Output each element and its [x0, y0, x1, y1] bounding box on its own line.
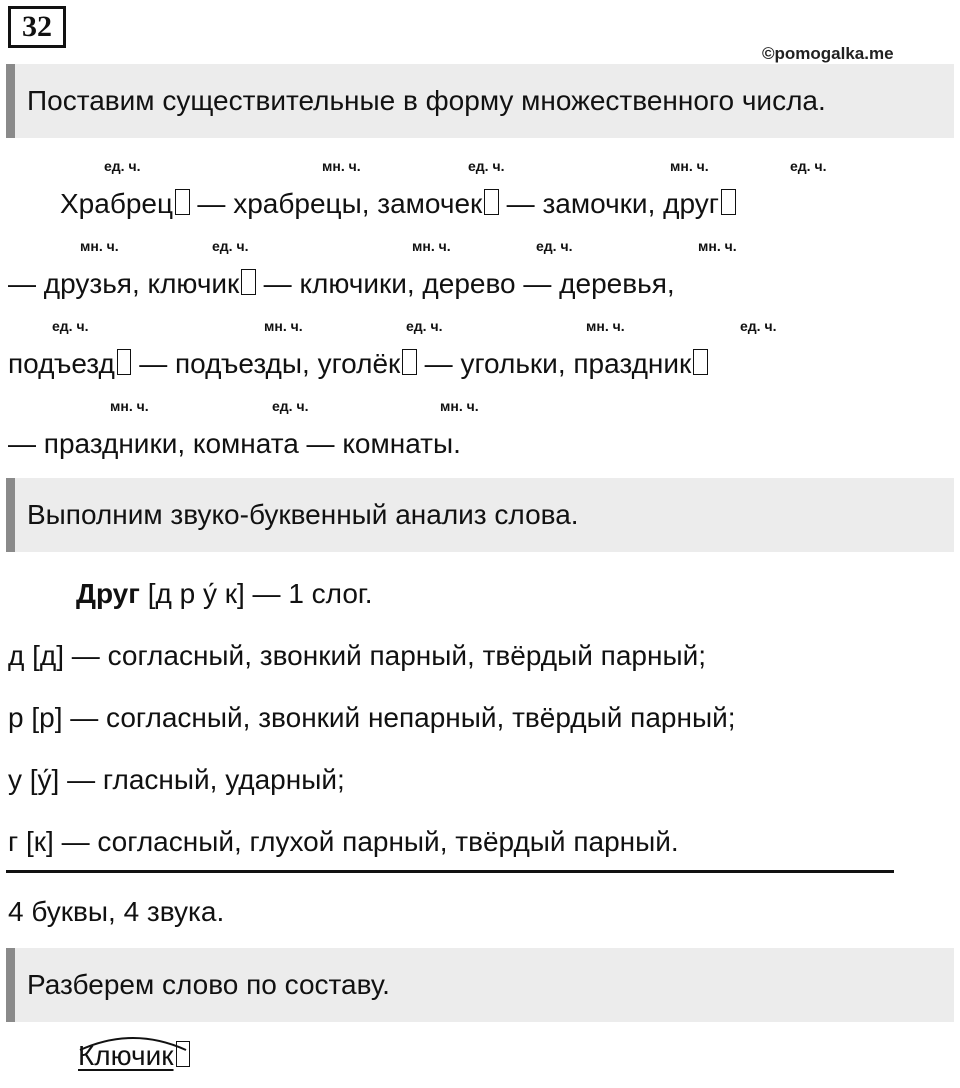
section-header-analysis: [6, 478, 954, 552]
letter-line: у [у́] — гласный, ударный;: [8, 764, 345, 795]
transcription: [д р у́ к] — 1 слог.: [147, 578, 373, 609]
word: Храбрец: [60, 188, 174, 219]
number-label: мн. ч.: [412, 238, 451, 254]
zero-ending-icon: [117, 349, 132, 375]
plural-line-4: — праздники, комната — комнаты.: [8, 428, 461, 459]
word: подъезд: [8, 348, 115, 379]
analysis-heading: [76, 578, 372, 610]
zero-ending-icon: [721, 189, 736, 215]
word: комнаты: [342, 428, 454, 459]
word: дерево: [422, 268, 516, 299]
divider: [6, 870, 894, 873]
word: угольки: [460, 348, 558, 379]
number-label: ед. ч.: [52, 318, 89, 334]
section-header-plural: [6, 64, 954, 138]
word: комната: [192, 428, 299, 459]
word: подъезды: [175, 348, 302, 379]
number-label: мн. ч.: [586, 318, 625, 334]
number-label: ед. ч.: [468, 158, 505, 174]
number-label: мн. ч.: [322, 158, 361, 174]
number-label: мн. ч.: [264, 318, 303, 334]
number-label: мн. ч.: [110, 398, 149, 414]
plural-line-3: подъезд — подъезды, уголёк — угольки, праздник: [8, 348, 708, 380]
analysis-word: Друг: [76, 578, 140, 609]
composition-word: Ключик: [78, 1040, 174, 1071]
number-label: ед. ч.: [272, 398, 309, 414]
number-label: ед. ч.: [406, 318, 443, 334]
watermark: ©pomogalka.me: [762, 44, 894, 63]
word: храбрецы: [233, 188, 362, 219]
zero-ending-icon: [484, 189, 499, 215]
word: уголёк: [317, 348, 401, 379]
zero-ending-icon: [693, 349, 708, 375]
letter-line: г [к] — согласный, глухой парный, твёрдый парный.: [8, 826, 679, 857]
word: деревья: [559, 268, 667, 299]
zero-ending-icon: [176, 1041, 191, 1067]
word: друг: [663, 188, 719, 219]
word: праздник: [573, 348, 692, 379]
number-label: мн. ч.: [80, 238, 119, 254]
plural-line-2: — друзья, ключик — ключики, дерево — деревья,: [8, 268, 675, 299]
letter-line: р [р] — согласный, звонкий непарный, твёрдый парный;: [8, 702, 736, 733]
section-header-composition: [6, 948, 954, 1022]
zero-ending-icon: [241, 269, 256, 295]
number-label: ед. ч.: [536, 238, 573, 254]
word: замочек: [377, 188, 483, 219]
word: ключики: [299, 268, 407, 299]
number-label: ед. ч.: [104, 158, 141, 174]
section-title: Поставим существительные в форму множественного числа.: [27, 85, 826, 116]
section-title: Разберем слово по составу.: [27, 969, 390, 1000]
word: ключик: [147, 268, 240, 299]
word: замочки: [542, 188, 648, 219]
number-label: мн. ч.: [440, 398, 479, 414]
plural-line-1: Храбрец — храбрецы, замочек — замочки, друг: [60, 188, 736, 220]
word: праздники: [43, 428, 178, 459]
zero-ending-icon: [175, 189, 190, 215]
number-label: ед. ч.: [212, 238, 249, 254]
task-number: 32: [8, 6, 66, 48]
composition-line: [78, 1040, 190, 1072]
section-title: Выполним звуко-буквенный анализ слова.: [27, 499, 579, 530]
word: друзья: [43, 268, 132, 299]
zero-ending-icon: [402, 349, 417, 375]
summary: 4 буквы, 4 звука.: [8, 896, 225, 927]
letter-line: д [д] — согласный, звонкий парный, твёрдый парный;: [8, 640, 706, 671]
number-label: ед. ч.: [790, 158, 827, 174]
number-label: ед. ч.: [740, 318, 777, 334]
number-label: мн. ч.: [670, 158, 709, 174]
number-label: мн. ч.: [698, 238, 737, 254]
